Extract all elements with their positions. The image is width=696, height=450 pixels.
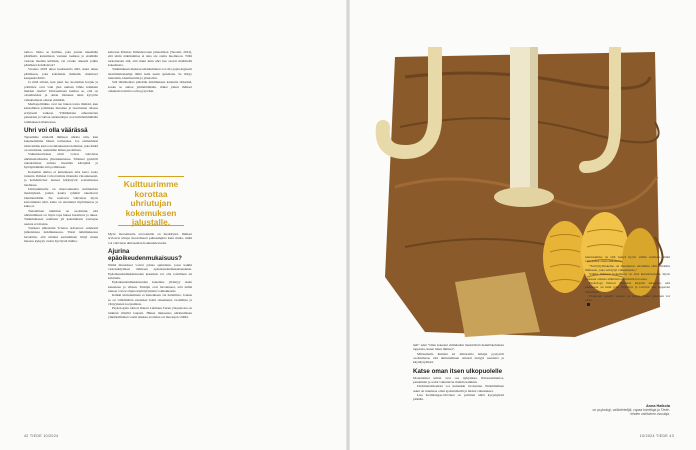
end-mark xyxy=(587,303,590,306)
paragraph: Tulokset julkaistiin Science Advances -lehdessä julkaistussa tutkimuksessa. Tässä tutkimuksessa havaittiin, että uhriksi asettuminen liittyi muun muassa kykyyn vaatia hyvitystä muilta. xyxy=(24,226,98,244)
paragraph: Vaikutusvaltaiset uhrit voivat vahvistaa uhrimentaliteettia yhteiskunnassa. Tällaiset pyrkivät rakentamaan tarinaa itsestään kärsijänä ja hyödyntämään sitä poliittisesti. xyxy=(24,152,98,170)
section-heading: Katse oman itsen ulkopuolelle xyxy=(413,367,503,375)
paragraph: Tieteellinen tutkimus on osoittanut, että uhriutuminen on myös tapa hakea huomiota ja tukea. Tutkimukseen osallistui yli kaksituhatta vastaajaa useista eri maista. xyxy=(24,208,98,226)
author-bio: on psykologi, valtiotieteilijä, vapaa toimittaja ja Tiede-lehden vakituinen avustaja. xyxy=(592,408,670,416)
paragraph: kahvaan Pahsias: Ihmishoronen pinnoillaan (Taeomi, 2022), että uhrin näkökulmaa ei aina ole otettu huomioon. Tällä tarkoitetaan sitä, että muut kuin uhri itse saavat määritellä kokemusta. xyxy=(108,50,192,68)
paragraph: Kaikki uhriutuminen ei kuitenkaan ole haitallista. Joskus se on välttämätön ensiaskel kohti oikeuksien vaatimista ja vääryyksien korjaamista. xyxy=(108,293,192,307)
left-column-1 xyxy=(24,50,98,243)
pullquote-rule-bottom xyxy=(118,225,184,226)
wicker-tray xyxy=(455,272,540,337)
paragraph: Elokuvan sanoin: vapaus on jotain, jonka jokainen voi ottaa. xyxy=(585,294,670,303)
paragraph: tuurissamme on tätä nykyä hyvin vähän sellaista, mikä vahvistaisi omatoimisuutta. xyxy=(585,255,670,264)
author-name: Anna Halkola xyxy=(645,404,670,408)
paragraph: Myös moraalisella arvostelulla on merkitystä. Ihmiset arvioivat uhreja moraalisesti puhtaampina kuin muita, mikä voi vahvistaa uhriaseman houkuttelevuutta. xyxy=(108,232,192,245)
paragraph: Psykologi Nelson Mandela kirjoitti aikanaan, että katkeruus on kuin joisi myrkkyä ja toivoisi sen tappavan vihollisen. xyxy=(585,281,670,294)
pullquote-rule-top xyxy=(118,176,184,177)
left-column-2-bottom xyxy=(108,232,192,320)
paragraph: Monenlaiset kriisit ovat osa nykyaikaa. Ilmastonmuutos, pandemiat ja sodat vaikuttavat meihin kaikkiin. xyxy=(413,375,504,385)
paragraph: Vaikka ihmisen kokemusta on aina kunnioitettava, myös vastuuta omasta elämästä on tärkeää korostaa. xyxy=(585,272,670,281)
paragraph: Epäoikeudenmukaisuuden kokemus yhdistyy usein kateuteen ja vihaan. Tutkijat ovat havainneet, että nämä tunteet voivat ohjata käyttäytymistä voimakkaasti. xyxy=(108,280,192,294)
paragraph: Uhrimentaliteetista voi kuitenkin irrottautua. Ensimmäinen askel on tunnistaa omat ajattelumallit ja niiden vaikutukset. xyxy=(413,384,504,393)
corn-kernel xyxy=(543,221,587,293)
pullquote: Kulttuurimme korottaa uhriutujan kokemuksen jalustalle. xyxy=(123,179,179,228)
left-column-2-top xyxy=(108,50,192,93)
paragraph: Tapaamme mielellä ihmisen uhrina niin, kun kuunnelemme hänen tarinaansa. Jos esimerkiksi tuttavamme kertoo kohdanneensa kohtelua, joka häntä on satuttanut, asetumme hänen puolelleen. xyxy=(24,134,98,152)
section-heading: Uhri voi olla väärässä xyxy=(24,126,88,134)
page-gutter xyxy=(346,0,350,450)
page-folio-right: 10/2024 TIEDE 43 xyxy=(639,434,674,438)
spool xyxy=(494,187,554,207)
paragraph: Mediapoliitikko ovat tuo haken toista ihmistä, kun kansallinen politiikka muuttuu ja tasoitusten ollessa erityisesti vaikeaa. Ylilääkärien aiheuttavien paineiden ja vahvat asiantuntijat ovat kriittisimmillään toimiakseen tilanteessa. xyxy=(24,102,98,124)
page-folio-left: 42 TIEDE 10/2024 xyxy=(24,434,59,438)
pole-shadow xyxy=(530,47,538,197)
paragraph: Lisa Keltikangas-Järvinen on pohtinut näitä kysymyksiä pitkään. xyxy=(413,393,504,402)
author-signature xyxy=(585,404,670,416)
section-heading: Ajurina epäoikeudenmukaisuus? xyxy=(108,248,182,263)
paragraph: Psykologian tohtori Oskari Lahtinen Turun yliopistosta on tutkinut ilmiötä laajasti. Hänen mukaansa uhriutumisen ymmärtäminen vaatii tarkkaa erottelua eri muotojen välillä. xyxy=(108,306,192,320)
paragraph: Tutkimuksen mukaan uhriutuminen voi olla psykologisesti monimutkaisempi ilmiö kuin usein ajatellaan. Se liittyy tunteisiin, identiteettiin ja yhteisöön. xyxy=(108,67,192,81)
paragraph: Mittaamalla ihmisiä eri mittareilla tutkijat pystyivät osoittamaan, että uhriutuminen ennusti tiettyjä asenteita ja käyttäytymistä. xyxy=(413,351,504,365)
right-column-2 xyxy=(585,255,670,307)
paragraph: Sitä lähtökohtaa pidettiin tutkimuksen kannalta tärkeänä, koska se auttaa ymmärtämään, miksi jotkut ihmiset omaksuvat uhrin roolin pysyvästi. xyxy=(108,80,192,94)
paragraph: Uhriutumisella on muotoutuneita kulttuurisia merkityksiä, joiden kautta ryhmät rakentavat identiteettiään. Ne saattavat vahvistaa myös kertomuksia siitä, kuka on ansainnut myötätuntoa ja kuka ei. xyxy=(24,186,98,209)
paragraph: Kokemus uhrina ei kuitenkaan aina kerro koko totuutta. Ihmiset voivat tulkita tilanteita vinoutuneesti, ja kollektiiviset tunteet kärjistyvät sosiaalisessa mediassa. xyxy=(24,169,98,187)
paragraph: mät” sekä ”Olen kokenut elämässäni merkittäviä henkilökohtaisia tappioita, kuten muut ihmiset”. xyxy=(413,343,504,352)
paragraph: tamoo. Onko se hallitus, joka joutuu tekemään päätöksiä, kantamaan vastuun taakkaa ja etsimään vastaan median kritiikin, vai ovatko oikeasti jotkin päätökset kohdistuvat? xyxy=(24,50,98,68)
paragraph: Vuonna 2018 alkoi keskustella sillä, kuka tekee päätöksen, joka kohdistuu ihmisiin; muuttuva kaupunki ilmiö. xyxy=(24,67,98,81)
right-column-1 xyxy=(413,343,504,402)
paragraph: ”Selviytymiskeino on muuttunut. Aiemmin sillä viitattiin ihmiseen, joka selviytyi vaikeuksista.” xyxy=(585,263,670,273)
paragraph: Nämä muutokset voivat johtaa ajatteluun, jossa kaikki vastoinkäymiset tulkitaan epäoikeudenmukaisuudeksi. Epäoikeudenmukaisuuden kokemus voi olla todellinen tai kuviteltu. xyxy=(108,263,192,281)
paragraph: Ja mitä silloin, kun juuri tuo luottamus horjuu ja poliitikot ovat vain yksi uutisen lähde kaikkien muiden ohella? Uhriasemaan kuuluu se, että on olosuhteiden ja oman tilanteen takia kyvytön vaikuttamaan omaan elämään. xyxy=(24,80,98,102)
